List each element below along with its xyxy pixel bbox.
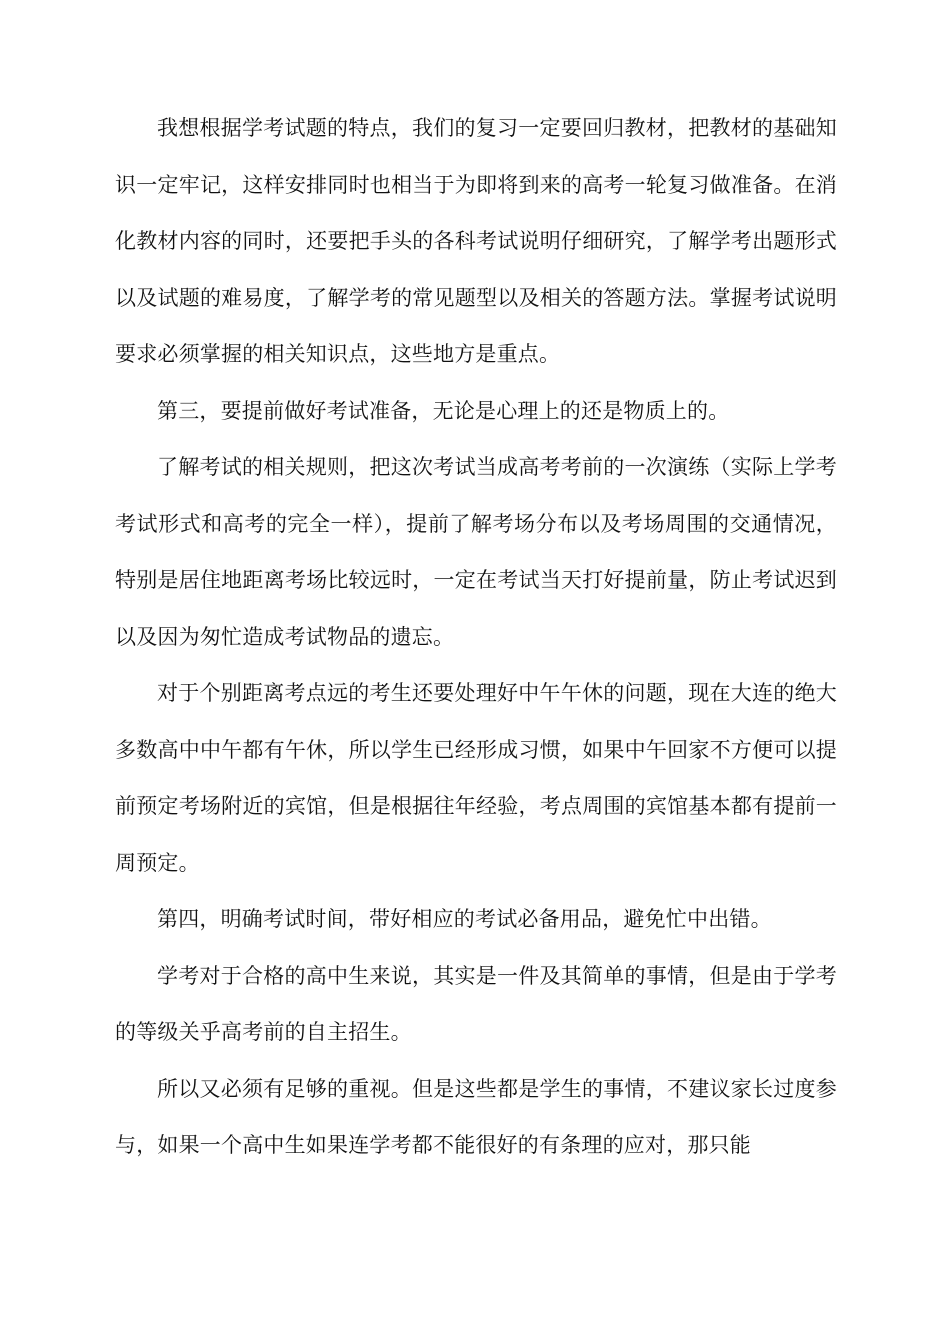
- paragraph-point-three: 第三，要提前做好考试准备，无论是心理上的还是物质上的。: [157, 398, 730, 423]
- paragraph-review-textbook: 我想根据学考试题的特点，我们的复习一定要回归教材，把教材的基础知识一定牢记，这样安排同时也相当于为即将到来的高考一轮复习做准备。在消化教材内容的同时，还要把手头的各科考试说明仔细研究，了解学考出题形式以及试题的难易度，了解学考的常见题型以及相关的答题方法。掌握考试说明要求必须掌握的相关知识点，这些地方是重点。: [115, 116, 837, 366]
- paragraph-lunch-rest: 对于个别距离考点远的考生还要处理好中午午休的问题，现在大连的绝大多数高中中午都有午休，所以学生已经形成习惯，如果中午回家不方便可以提前预定考场附近的宾馆，但是根据往年经验，考点周围的宾馆基本都有提前一周预定。: [115, 681, 837, 875]
- paragraph-point-four: 第四，明确考试时间，带好相应的考试必备用品，避免忙中出错。: [157, 907, 772, 931]
- paragraph-exam-importance: 学考对于合格的高中生来说，其实是一件及其简单的事情，但是由于学考的等级关乎高考前的自主招生。: [115, 963, 837, 1044]
- paragraph-exam-rules: 了解考试的相关规则，把这次考试当成高考考前的一次演练（实际上学考考试形式和高考的完全一样），提前了解考场分布以及考场周围的交通情况，特别是居住地距离考场比较远时，一定在考试当天打好提前量，防止考试迟到以及因为匆忙造成考试物品的遗忘。: [115, 455, 837, 649]
- document-body: [115, 100, 837, 1174]
- paragraph-parent-involvement: 所以又必须有足够的重视。但是这些都是学生的事情，不建议家长过度参与，如果一个高中生如果连学考都不能很好的有条理的应对，那只能: [115, 1076, 837, 1157]
